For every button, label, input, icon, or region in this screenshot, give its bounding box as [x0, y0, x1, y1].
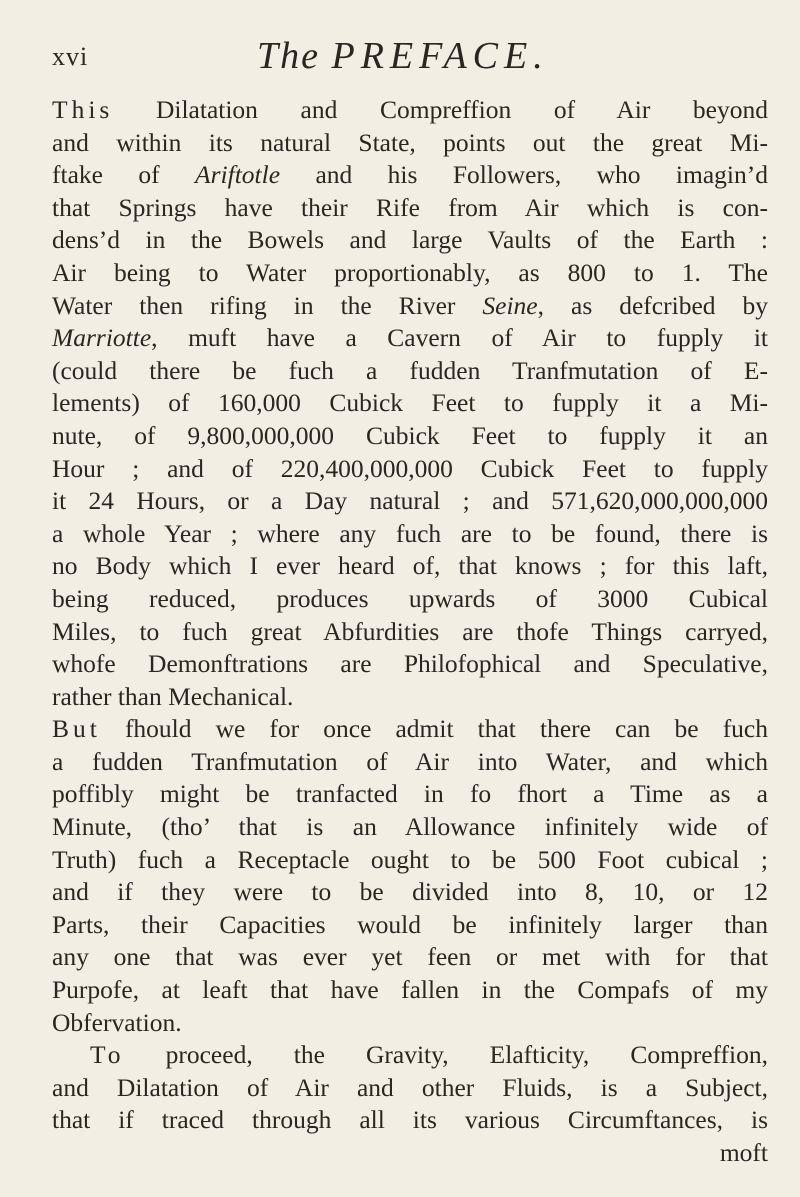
text-line: [52, 974, 768, 1007]
text-run: (could there be fuch a fudden Tranfmutation of E-: [52, 355, 768, 385]
text-line: [52, 453, 768, 486]
text-run: Dilatation and Compreffion of Air beyond: [113, 95, 768, 124]
text-line: [52, 811, 768, 844]
text-run: that if traced through all its various Circumftances, is: [52, 1105, 768, 1135]
text-run: dens’d in the Bowels and large Vaults of the Earth :: [52, 225, 768, 255]
text-line: [52, 876, 768, 909]
running-title-prefix: The: [257, 35, 332, 77]
running-header: [52, 28, 768, 80]
text-line: [52, 550, 768, 583]
small-caps-text: This: [52, 95, 114, 124]
text-run: Air being to Water proportionably, as 800 to 1. The: [52, 257, 768, 287]
text-run: rather than Mechanical.: [52, 681, 294, 711]
text-run: and within its natural State, points out the great Mi-: [52, 127, 768, 157]
text-line: [52, 387, 768, 420]
text-line: [52, 518, 768, 551]
text-line: [52, 224, 768, 257]
text-line: [52, 844, 768, 877]
text-run: that Springs have their Rife from Air which is con-: [52, 192, 768, 222]
text-line: [52, 257, 768, 290]
small-caps-text: To: [90, 1040, 125, 1070]
text-line: [52, 778, 768, 811]
text-run: a whole Year ; where any fuch are to be found, there is: [52, 518, 768, 548]
text-run: Miles, to fuch great Abfurdities are thofe Things carryed,: [52, 616, 768, 646]
text-line: [52, 1007, 768, 1040]
text-run: moft: [719, 1138, 768, 1167]
italic-text: Marriotte: [52, 323, 152, 353]
text-line: [52, 322, 768, 355]
text-run: , as defcribed by: [537, 290, 769, 320]
running-title-main: PREFACE.: [331, 35, 549, 77]
body-text: [52, 94, 768, 1170]
text-run: a fudden Tranfmutation of Air into Water, and which: [52, 746, 768, 776]
text-line: [52, 355, 768, 388]
text-run: being reduced, produces upwards of 3000 Cubical: [52, 583, 768, 613]
text-run: ftake of: [52, 160, 196, 190]
text-line: [52, 420, 768, 453]
running-title: [257, 34, 549, 78]
text-run: any one that was ever yet feen or met with for that: [52, 942, 768, 972]
text-run: lements) of 160,000 Cubick Feet to fupply it a Mi-: [52, 388, 768, 418]
text-run: , muft have a Cavern of Air to fupply it: [151, 323, 768, 353]
text-run: poffibly might be tranfacted in fo fhort a Time as a: [52, 779, 768, 809]
text-line: [52, 909, 768, 942]
text-run: Minute, (tho’ that is an Allowance infinitely wide of: [52, 812, 768, 842]
text-line: [52, 485, 768, 518]
text-line: [52, 681, 768, 714]
text-run: it 24 Hours, or a Day natural ; and 571,620,000,000,000: [52, 486, 768, 516]
text-line: [52, 1137, 768, 1170]
text-line: [52, 1104, 768, 1137]
text-line: [52, 1072, 768, 1105]
text-line: [52, 713, 768, 746]
italic-text: Ariftotle: [195, 160, 281, 190]
text-line: [52, 648, 768, 681]
text-run: fhould we for once admit that there can be fuch: [100, 714, 768, 744]
book-page: [52, 28, 768, 1170]
text-run: Truth) fuch a Receptacle ought to be 500 Foot cubical ;: [52, 844, 768, 874]
text-run: Hour ; and of 220,400,000,000 Cubick Feet to fupply: [52, 453, 768, 483]
text-line: [52, 94, 768, 127]
text-line: [52, 616, 768, 649]
text-run: Obfervation.: [52, 1007, 182, 1037]
text-run: nute, of 9,800,000,000 Cubick Feet to fupply it an: [52, 420, 768, 450]
text-run: Parts, their Capacities would be infinitely larger than: [52, 909, 768, 939]
text-run: proceed, the Gravity, Elafticity, Compreffion,: [124, 1040, 768, 1070]
text-run: and Dilatation of Air and other Fluids, is a Subject,: [52, 1072, 768, 1102]
text-line: [52, 1039, 768, 1072]
text-line: [52, 159, 768, 192]
text-run: Purpofe, at leaft that have fallen in the Compafs of my: [52, 975, 768, 1005]
page-number: xvi: [52, 42, 89, 71]
text-run: and his Followers, who imagin’d: [280, 160, 768, 190]
small-caps-text: But: [52, 714, 101, 744]
text-run: whofe Demonftrations are Philofophical and Speculative,: [52, 649, 768, 679]
text-line: [52, 127, 768, 160]
italic-text: Seine: [482, 290, 538, 320]
text-line: [52, 583, 768, 616]
text-run: and if they were to be divided into 8, 10, or 12: [52, 877, 768, 907]
text-line: [52, 192, 768, 225]
text-line: [52, 290, 768, 323]
text-run: Water then rifing in the River: [52, 290, 483, 320]
text-run: no Body which I ever heard of, that knows ; for this laft,: [52, 551, 768, 581]
text-line: [52, 941, 768, 974]
text-line: [52, 746, 768, 779]
